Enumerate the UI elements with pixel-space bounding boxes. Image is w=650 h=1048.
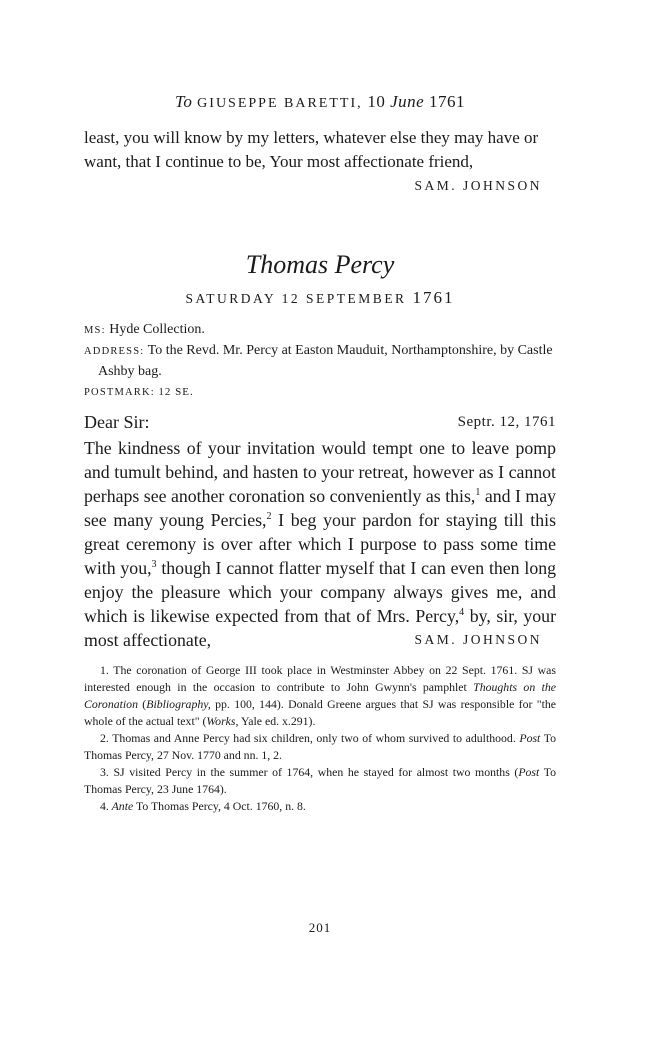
footnote-3-post: Post — [518, 765, 540, 779]
body-part-3: I beg your pardon for staying till this great ceremony is over after which I purpose to pass some time with you, — [84, 510, 556, 578]
running-head-month: June — [390, 92, 425, 111]
footnote-4-ante: Ante — [108, 799, 134, 813]
letter-date-year: 1761 — [412, 288, 455, 307]
dateline: Septr. 12, 1761 — [457, 414, 556, 430]
footnote-1-text-c: pp. 100, 144). Donald Greene argues that SJ was responsible for "the whole of the actual text" ( — [84, 697, 556, 728]
footnote-1-works: Works, — [206, 714, 239, 728]
body-part-1: The kindness of your invitation would tempt one to leave pomp and tumult behind, and hasten to your retreat, however as I cannot perhaps see another coronation so conveniently as this, — [84, 438, 556, 506]
running-head-day: 10 — [367, 92, 386, 111]
footnote-1-bibliography: Bibliography, — [146, 697, 211, 711]
footnote-1-text-a: The coronation of George III took place in Westminster Abbey on 22 Sept. 1761. SJ was interested enough in the occasion to contribute to John Gwynn's pamphlet — [84, 663, 556, 694]
address-value: To the Revd. Mr. Percy at Easton Mauduit, Northamptonshire, by Castle Ashby bag. — [98, 343, 553, 379]
footnote-4-number: 4. — [100, 799, 109, 813]
footnote-ref-3: 3 — [151, 559, 157, 570]
footnote-ref-1: 1 — [475, 487, 481, 498]
ms-label: MS: — [84, 325, 106, 336]
postmark-value: 12 SE. — [158, 386, 194, 398]
salutation-line — [84, 410, 556, 434]
letter-signature: SAM. JOHNSON — [414, 632, 542, 647]
previous-letter-closing: least, you will know by my letters, whatever else they may have or want, that I continue to be, Your most affectionate friend, — [84, 128, 539, 171]
postmark-line — [84, 382, 556, 403]
footnote-4 — [84, 798, 556, 815]
footnote-1-title: Thoughts on the Coronation — [84, 680, 556, 711]
running-head-name: GIUSEPPE BARETTI, — [197, 96, 363, 111]
footnote-3 — [84, 764, 556, 798]
body-part-2: and I may see many young Percies, — [84, 486, 557, 530]
footnote-3-number: 3. — [100, 765, 109, 779]
footnote-2-text-b: To Thomas Percy, 27 Nov. 1770 and nn. 1, 2. — [84, 731, 556, 762]
running-head-year: 1761 — [428, 92, 465, 111]
letter-date-heading — [84, 288, 556, 308]
letter-body — [84, 436, 556, 652]
footnotes — [84, 662, 556, 815]
previous-letter-ending — [84, 126, 556, 198]
footnote-2-number: 2. — [100, 731, 109, 745]
running-head — [84, 92, 556, 112]
running-head-to: To — [175, 92, 193, 111]
ms-line — [84, 320, 556, 341]
body-part-5: by, sir, your most affectionate, — [84, 606, 556, 650]
footnote-2-post: Post — [519, 731, 541, 745]
footnote-1 — [84, 662, 556, 730]
footnote-4-text-b: To Thomas Percy, 4 Oct. 1760, n. 8. — [133, 799, 306, 813]
ms-value: Hyde Collection. — [109, 322, 205, 337]
footnote-1-text-b: ( — [137, 697, 147, 711]
letter-recipient-heading: Thomas Percy — [245, 250, 395, 279]
body-part-4: though I cannot flatter myself that I can even then long enjoy the pleasure which your company always gives me, and which is likewise expected from that of Mrs. Percy, — [84, 558, 556, 626]
letter-paragraph — [84, 436, 556, 652]
footnote-1-text-d: Yale ed. x.291). — [238, 714, 316, 728]
address-line — [84, 341, 556, 382]
footnote-3-text-a: SJ visited Percy in the summer of 1764, when he stayed for almost two months ( — [108, 765, 519, 779]
footnote-2 — [84, 730, 556, 764]
previous-letter-signature: SAM. JOHNSON — [414, 178, 542, 193]
postmark-label: POSTMARK: — [84, 387, 155, 398]
letter-metadata — [84, 320, 556, 403]
footnote-ref-2: 2 — [266, 511, 272, 522]
footnote-ref-4: 4 — [459, 607, 465, 618]
salutation: Dear Sir: — [84, 412, 150, 432]
footnote-2-text-a: Thomas and Anne Percy had six children, only two of whom survived to adulthood. — [108, 731, 520, 745]
page-number: 201 — [308, 920, 332, 935]
footnote-3-text-b: To Thomas Percy, 23 June 1764). — [84, 765, 556, 796]
footnote-1-number: 1. — [100, 663, 109, 677]
letter-date-text: SATURDAY 12 SEPTEMBER — [185, 291, 407, 306]
address-label: ADDRESS: — [84, 346, 145, 357]
